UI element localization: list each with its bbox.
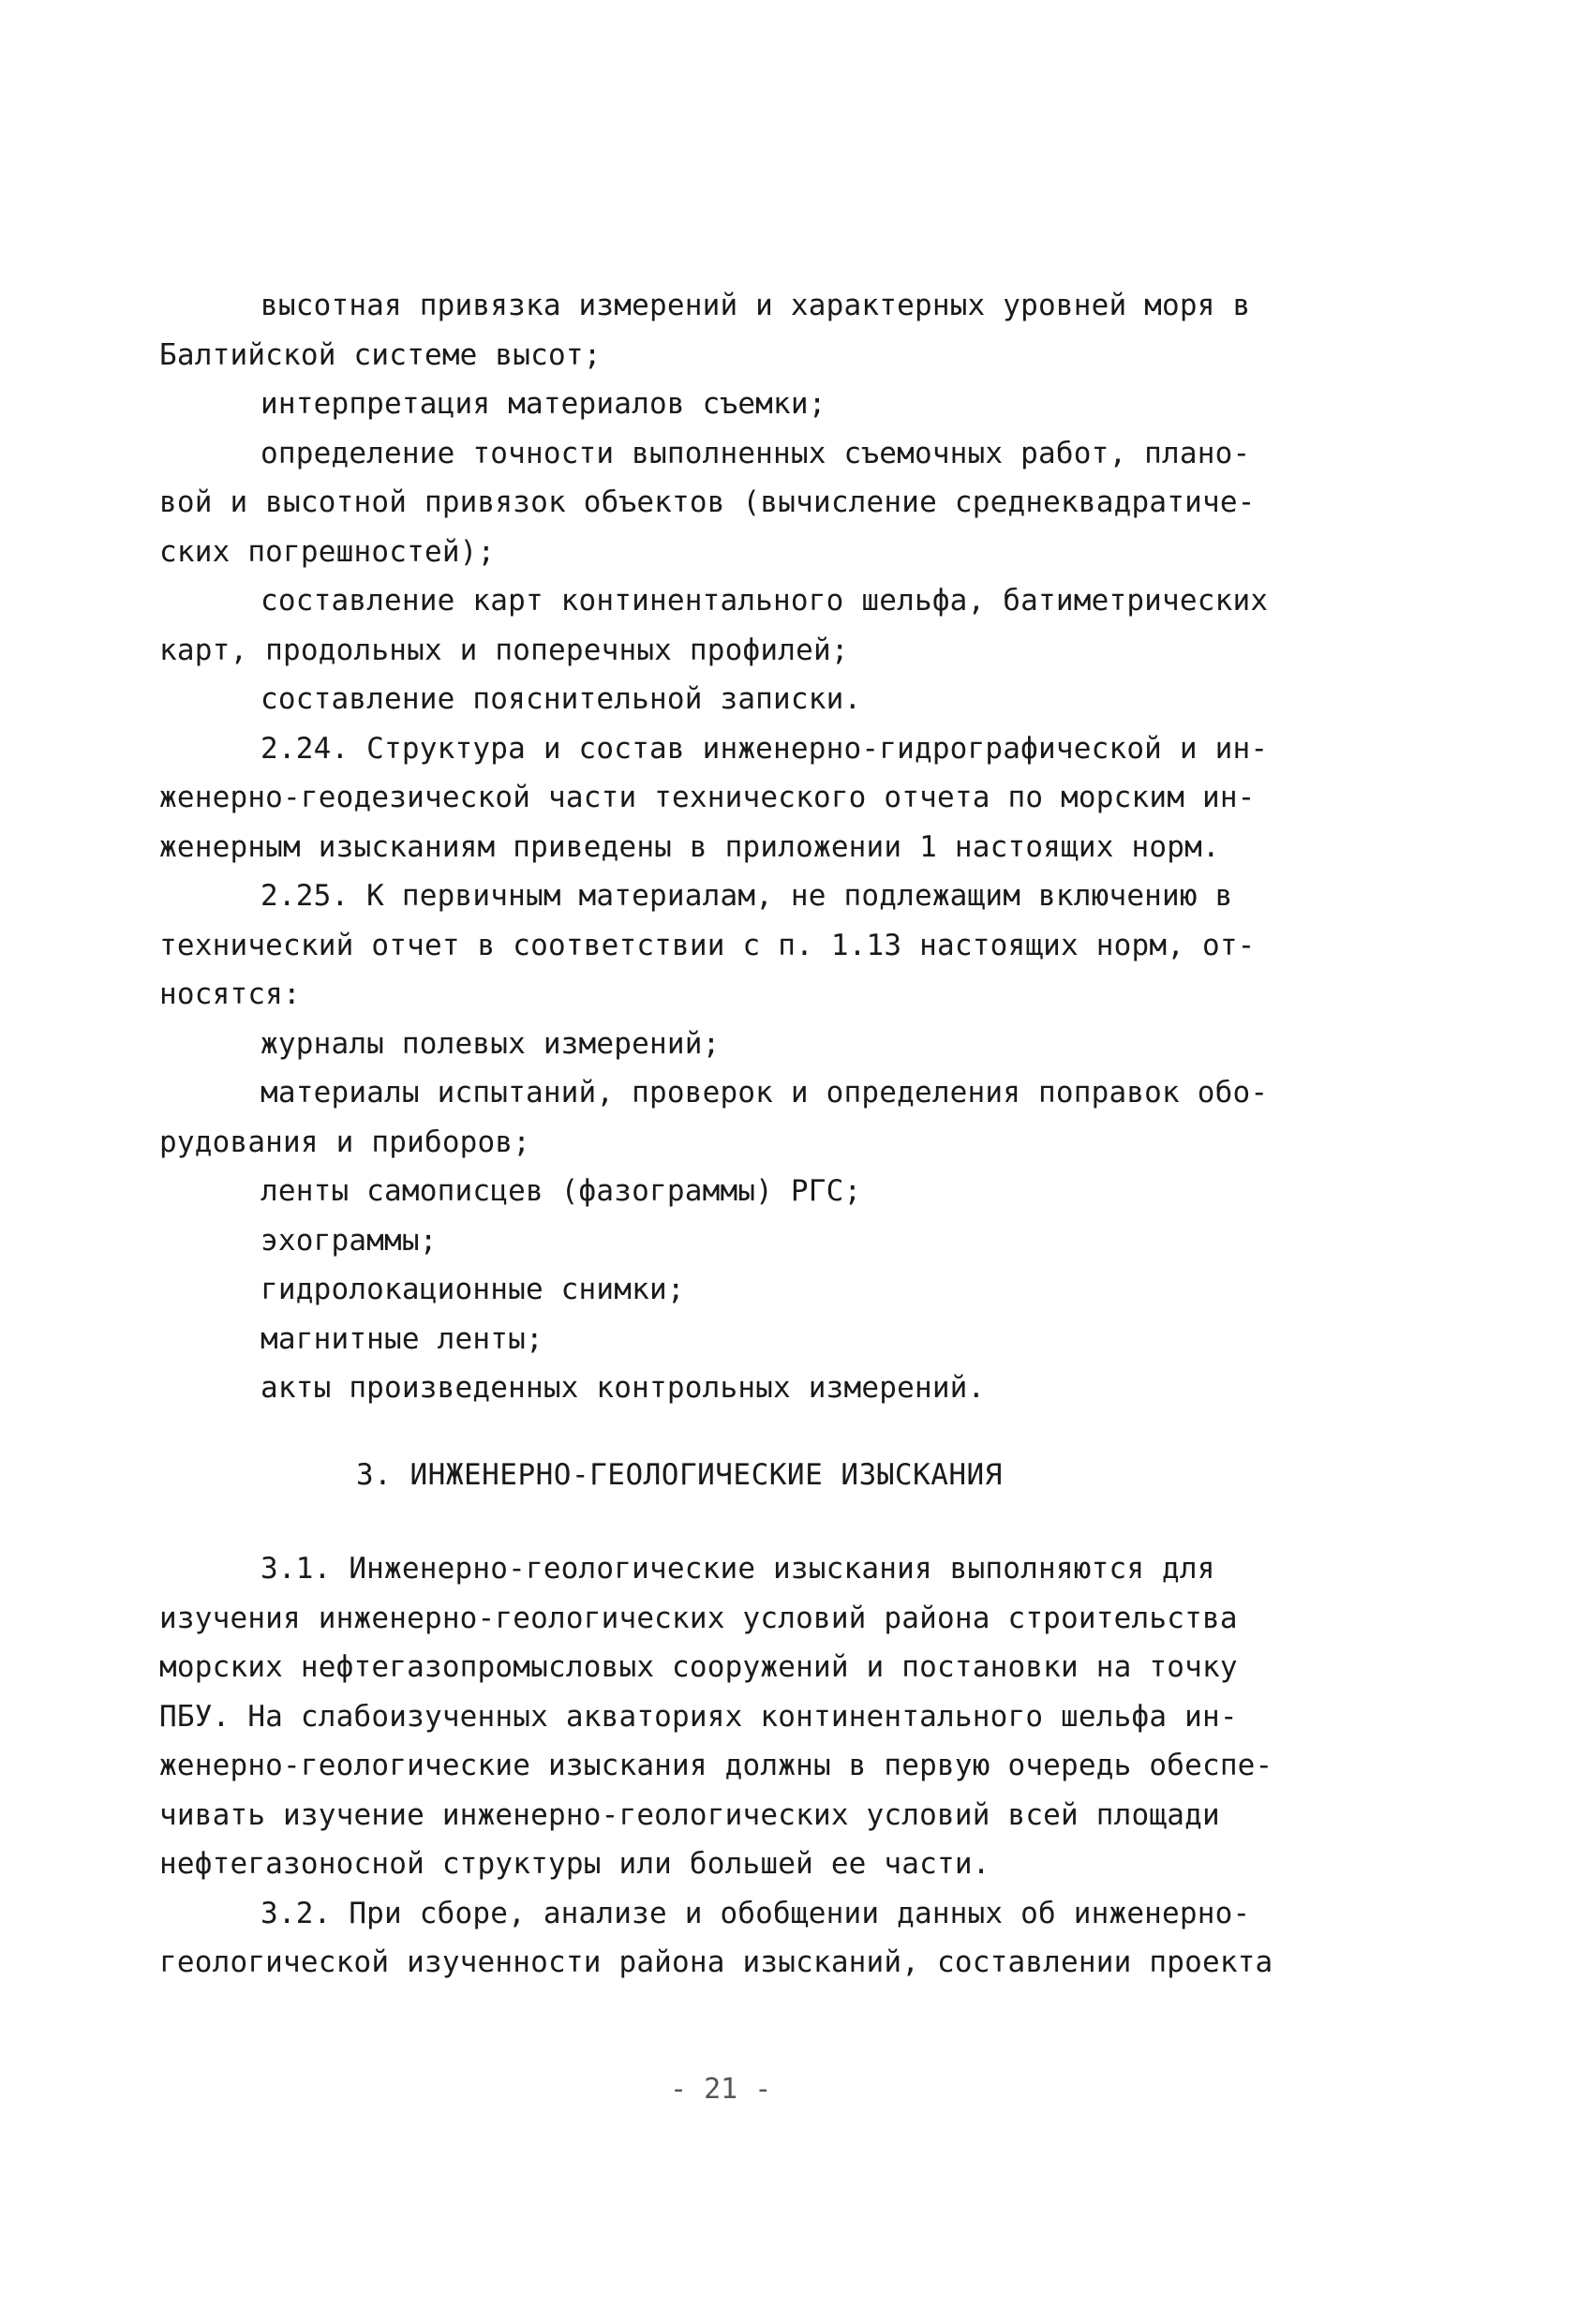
text-line: 2.25. К первичным материалам, не подлежащим включению в [261,879,1233,913]
text-line: ПБУ. На слабоизученных акваториях континентального шельфа ин- [159,1699,1238,1734]
text-line: магнитные ленты; [261,1321,543,1356]
text-line: ленты самописцев (фазограммы) РГС; [261,1174,862,1208]
text-line: женерно-геологические изыскания должны в первую очередь обеспе- [159,1749,1273,1782]
text-line: ских погрешностей); [159,534,496,569]
text-line: составление карт континентального шельфа, батиметрических [261,584,1269,618]
text-line: материалы испытаний, проверок и определения поправок обо- [261,1076,1269,1110]
text-line: составление пояснительной записки. [261,682,862,716]
text-line: акты произведенных контрольных измерений. [261,1371,986,1405]
text-line: определение точности выполненных съемочных работ, плано- [261,436,1251,470]
text-line: Балтийской системе высот; [159,337,602,372]
text-line: высотная привязка измерений и характерных уровней моря в [261,289,1251,322]
text-line: гидролокационные снимки; [261,1273,685,1306]
text-line: карт, продольных и поперечных профилей; [159,633,849,667]
text-line: морских нефтегазопромысловых сооружений и постановки на точку [159,1650,1238,1684]
text-line: нефтегазоносной структуры или большей ее части. [159,1847,990,1881]
text-line: носятся: [159,977,301,1011]
text-line: геологической изученности района изысканий, составлении проекта [159,1945,1273,1979]
page-number: - 21 - [670,2073,772,2106]
text-line: чивать изучение инженерно-геологических условий всей площади [159,1797,1220,1832]
text-line: вой и высотной привязок объектов (вычисление среднеквадратиче- [159,485,1256,519]
text-line: 2.24. Структура и состав инженерно-гидрографической и ин- [261,731,1269,766]
text-line: изучения инженерно-геологических условий района строительства [159,1601,1238,1635]
text-line: 3.2. При сборе, анализе и обобщении данных об инженерно- [261,1896,1251,1930]
text-line: рудования и приборов; [159,1125,531,1159]
text-line: технический отчет в соответствии с п. 1.13 настоящих норм, от- [159,928,1256,962]
section-heading: 3. ИНЖЕНЕРНО-ГЕОЛОГИЧЕСКИЕ ИЗЫСКАНИЯ [356,1458,1003,1492]
text-line: журналы полевых измерений; [261,1026,721,1061]
text-block-1 [159,281,1424,1413]
text-line: 3.1. Инженерно-геологические изыскания выполняются для [261,1552,1215,1586]
text-line: женерно-геодезической части технического отчета по морским ин- [159,781,1256,814]
text-block-2 [159,1544,1443,1988]
text-line: интерпретация материалов съемки; [261,387,826,421]
text-line: женерным изысканиям приведены в приложении 1 настоящих норм. [159,829,1220,864]
text-line: эхограммы; [261,1223,438,1258]
